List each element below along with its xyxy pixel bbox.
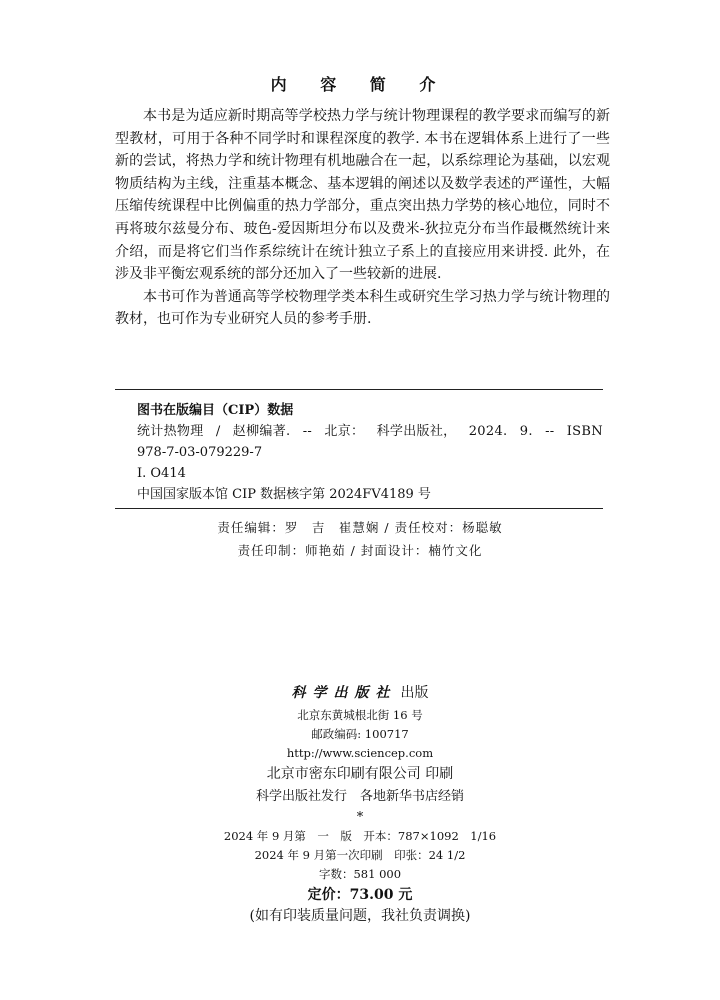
summary-paragraph-2: 本书可作为普通高等学校物理学类本科生或研究生学习热力学与统计物理的教材，也可作为专业研究人员的参考手册. [115,288,610,328]
cip-desc-part: 赵柳编著. [232,424,291,439]
cip-top-rule [115,389,603,390]
cip-desc-part: -- [545,424,555,439]
cip-desc-part: / [215,424,221,439]
publisher-suffix: 出版 [400,685,429,701]
publisher-info [0,680,720,926]
summary-paragraph-1: 本书是为适应新时期高等学校热力学与统计物理课程的教学要求而编写的新型教材，可用于各种不同学时和课程深度的教学. 本书在逻辑体系上进行了一些新的尝试，将热力学和统计物理有机地融合在一起，以系综理论为基础，以宏观物质结构为主线，注重基本概念、基本逻辑的阐述以及数学表述的严谨性，大幅压缩传统课程中比例偏重的热力学部分，重点突出热力学势的核心地位，同时不再将玻尔兹曼分布、玻色-爱因斯坦分布以及费米-狄拉克分布当作最概然统计来介绍，而是将它们当作系综统计在统计独立子系上的直接应用来讲授. 此外，在涉及非平衡宏观系统的部分还加入了一些较新的进展. [115,108,610,283]
publisher-url: http://www.sciencep.com [286,746,434,760]
separator-star: * [356,810,364,825]
summary-section [115,105,610,331]
staff-editors: 责任编辑：罗 吉 崔慧娴 / 责任校对：杨聪敏 [217,520,503,535]
quality-note: (如有印装质量问题，我社负责调换) [249,908,471,924]
cip-isbn: 978-7-03-079229-7 [137,445,263,460]
cip-desc-part: 科学出版社， [376,424,457,439]
cip-block [137,400,603,505]
cip-heading: 图书在版编目（CIP）数据 [137,403,294,418]
cip-desc-part: 北京： [324,424,365,439]
staff-print-design: 责任印制：师艳茹 / 封面设计：楠竹文化 [237,543,483,558]
cip-desc-part: 9. [519,424,533,439]
cip-desc-part: ISBN [566,424,603,439]
price-value: 73.00 元 [349,887,413,903]
cip-desc-part: 统计热物理 [137,424,204,439]
cip-desc-part: 2024. [468,424,508,439]
cip-classification: Ⅰ. O414 [137,466,186,481]
publisher-line [0,680,720,706]
publisher-logo: 科学出版社 [291,685,397,701]
cip-bottom-rule [115,508,603,509]
staff-credits [0,516,720,562]
page-title: 内 容 简 介 [270,75,450,94]
printing-info: 2024 年 9 月第一次印刷 印张：24 1/2 [254,848,466,862]
price-line [0,884,720,906]
printer-name: 北京市密东印刷有限公司 印刷 [266,766,454,782]
edition-info: 2024 年 9 月第 一 版 开本：787×1092 1/16 [223,829,497,843]
word-count: 字数：581 000 [318,867,402,881]
cip-desc-part: -- [302,424,313,439]
publisher-postcode: 邮政编码: 100717 [311,727,409,741]
price-label: 定价： [307,887,350,903]
distribution-info: 科学出版社发行 各地新华书店经销 [255,789,464,804]
cip-description [137,421,603,442]
publisher-address: 北京东黄城根北街 16 号 [297,708,423,722]
cip-record-number: 中国国家版本馆 CIP 数据核字第 2024FV4189 号 [137,487,431,502]
